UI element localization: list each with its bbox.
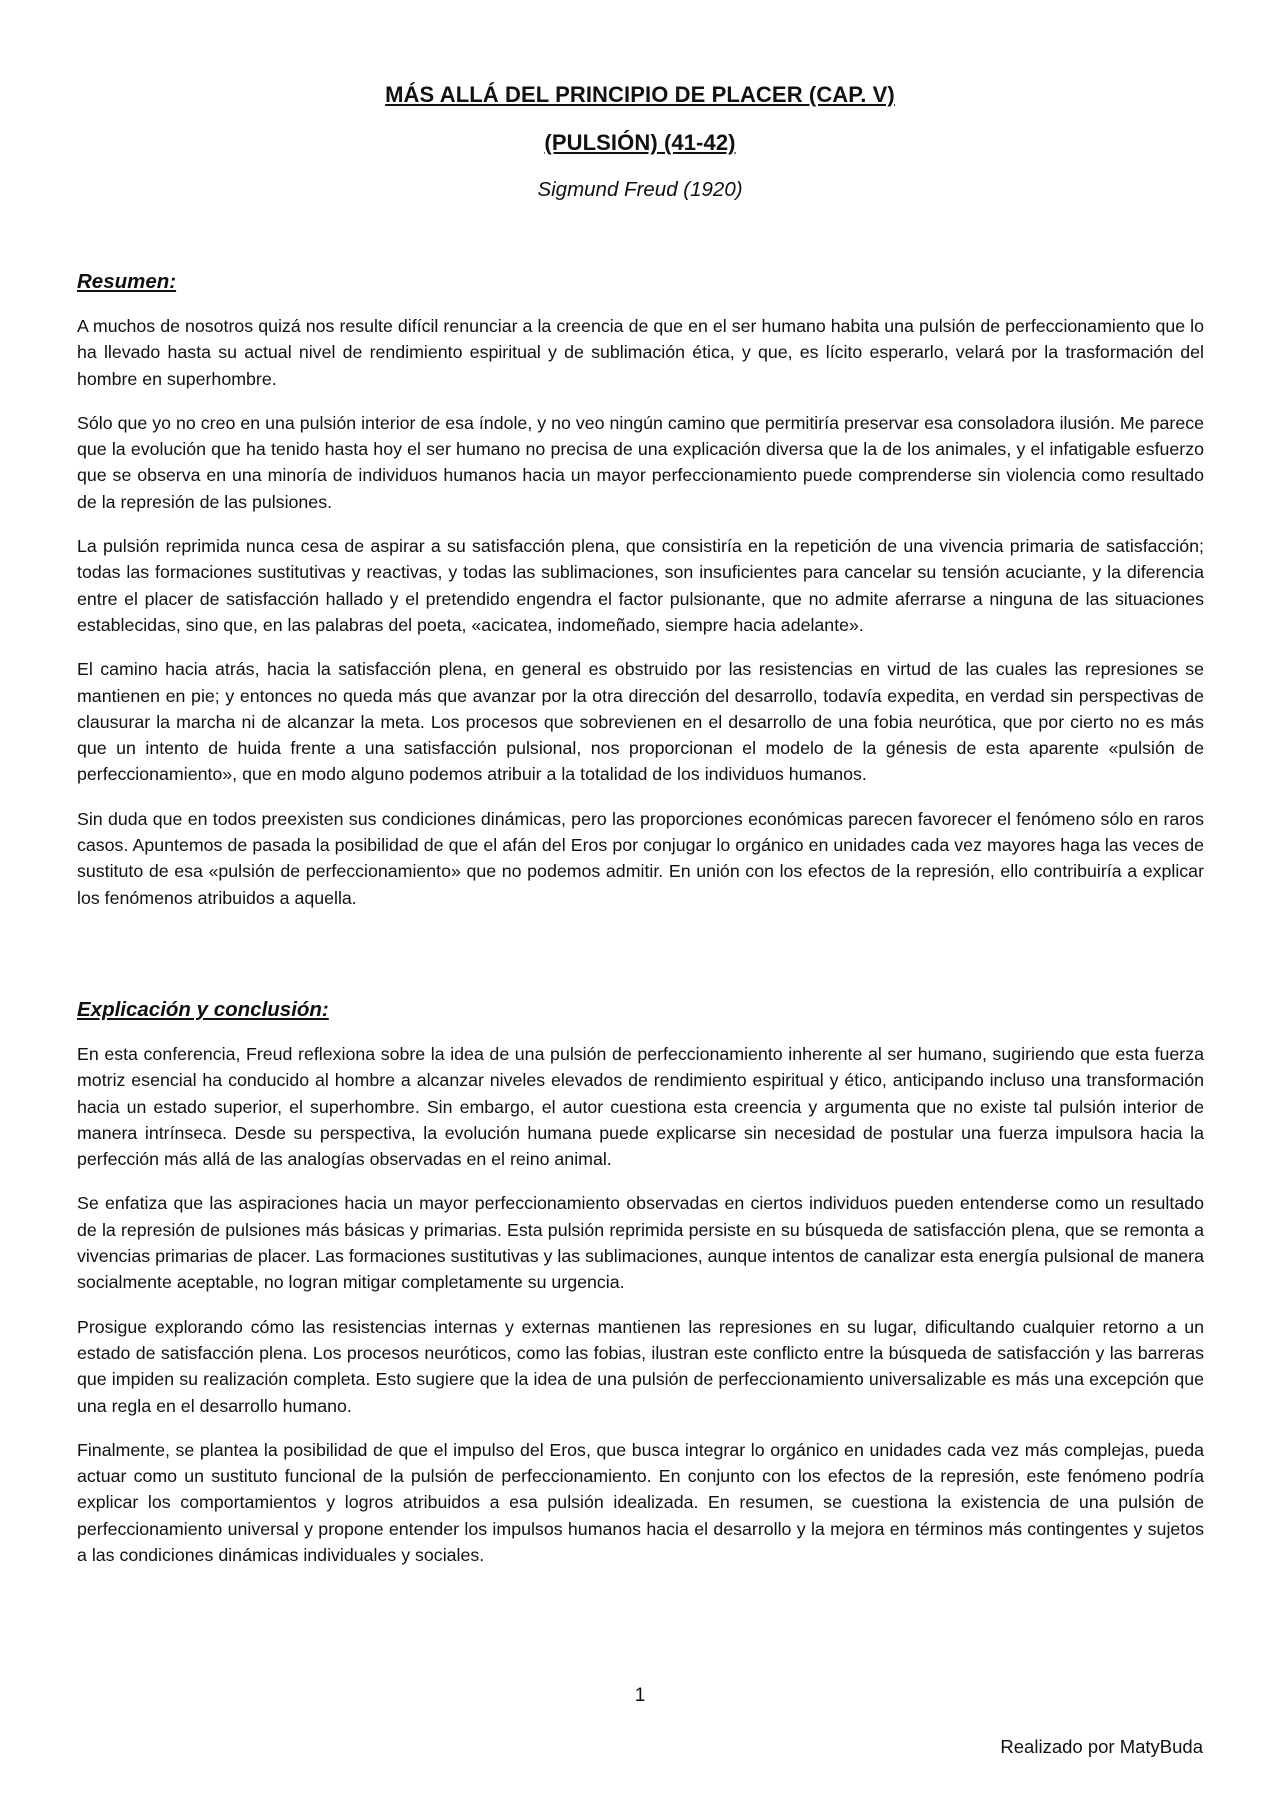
resumen-heading: Resumen: (77, 270, 177, 293)
document-title: MÁS ALLÁ DEL PRINCIPIO DE PLACER (CAP. V) (385, 82, 895, 107)
explicacion-paragraph: Finalmente, se plantea la posibilidad de que el impulso del Eros, que busca integrar lo orgánico en unidades cada vez más complejas, pueda actuar como un sustituto funcional de la pulsión de perfeccionamiento. En conjunto con los efectos de la represión, este fenómeno podría explicar los comportamientos y logros atribuidos a esa pulsión idealizada. En resumen, se cuestiona la existencia de una pulsión de perfeccionamiento universal y propone entender los impulsos humanos hacia el desarrollo y la mejora en términos más contingentes y sujetos a las condiciones dinámicas individuales y sociales. (77, 1439, 1204, 1566)
resumen-paragraph: Sólo que yo no creo en una pulsión interior de esa índole, y no veo ningún camino que permitiría preservar esa consoladora ilusión. Me parece que la evolución que ha tenido hasta hoy el ser humano no precisa de una explicación diversa que la de los animales, y el infatigable esfuerzo que se observa en una minoría de individuos humanos hacia un mayor perfeccionamiento puede comprenderse sin violencia como resultado de la represión de las pulsiones. (77, 412, 1204, 512)
document-author: Sigmund Freud (1920) (537, 178, 743, 201)
resumen-paragraph: A muchos de nosotros quizá nos resulte difícil renunciar a la creencia de que en el ser humano habita una pulsión de perfeccionamiento que lo ha llevado hasta su actual nivel de rendimiento espiritual y de sublimación ética, y que, es lícito esperarlo, velará por la trasformación del hombre en superhombre. (77, 316, 1204, 389)
explicacion-heading: Explicación y conclusión: (77, 998, 329, 1021)
page-number: 1 (634, 1685, 646, 1706)
resumen-paragraph: El camino hacia atrás, hacia la satisfacción plena, en general es obstruido por las resistencias en virtud de las cuales las represiones se mantienen en pie; y entonces no queda más que avanzar por la otra dirección del desarrollo, todavía expedita, en verdad sin perspectivas de clausurar la marcha ni de alcanzar la meta. Los procesos que sobrevienen en el desarrollo de una fobia neurótica, que por cierto no es más que un intento de huida frente a una satisfacción pulsional, nos proporcionan el modelo de la génesis de esta aparente «pulsión de perfeccionamiento», que en modo alguno podemos atribuir a la totalidad de los individuos humanos. (77, 659, 1204, 785)
resumen-paragraph: Sin duda que en todos preexisten sus condiciones dinámicas, pero las proporciones económicas parecen favorecer el fenómeno sólo en raros casos. Apuntemos de pasada la posibilidad de que el afán del Eros por conjugar lo orgánico en unidades cada vez mayores haga las veces de sustituto de esa «pulsión de perfeccionamiento» que no podemos admitir. En unión con los efectos de la represión, ello contribuiría a explicar los fenómenos atribuidos a aquella. (77, 808, 1204, 908)
resumen-paragraph: La pulsión reprimida nunca cesa de aspirar a su satisfacción plena, que consistiría en la repetición de una vivencia primaria de satisfacción; todas las formaciones sustitutivas y reactivas, y todas las sublimaciones, son insuficientes para cancelar su tensión acuciante, y la diferencia entre el placer de satisfacción hallado y el pretendido engendra el factor pulsionante, que no admite aferrarse a ninguna de las situaciones establecidas, sino que, en las palabras del poeta, «acicatea, indomeñado, siempre hacia adelante». (77, 536, 1204, 635)
author-credit: Realizado por MatyBuda (1000, 1736, 1203, 1757)
resumen-section (77, 270, 1204, 929)
document-subtitle: (PULSIÓN) (41-42) (544, 130, 736, 155)
explicacion-section (77, 998, 1204, 1586)
explicacion-paragraph: En esta conferencia, Freud reflexiona sobre la idea de una pulsión de perfeccionamiento inherente al ser humano, sugiriendo que esta fuerza motriz esencial ha conducido al hombre a alcanzar niveles elevados de rendimiento espiritual y ético, anticipando incluso una transformación hacia un estado superior, el superhombre. Sin embargo, el autor cuestiona esta creencia y argumenta que no existe tal pulsión interior de manera intrínseca. Desde su perspectiva, la evolución humana puede explicarse sin necesidad de postular una fuerza impulsora hacia la perfección más allá de las analogías observadas en el reino animal. (77, 1044, 1204, 1170)
explicacion-paragraph: Se enfatiza que las aspiraciones hacia un mayor perfeccionamiento observadas en ciertos individuos pueden entenderse como un resultado de la represión de pulsiones más básicas y primarias. Esta pulsión reprimida persiste en su búsqueda de satisfacción plena, que se remonta a vivencias primarias de placer. Las formaciones sustitutivas y las sublimaciones, aunque intentos de canalizar esta energía pulsional de manera socialmente aceptable, no logran mitigar completamente su urgencia. (77, 1193, 1204, 1293)
explicacion-paragraph: Prosigue explorando cómo las resistencias internas y externas mantienen las represiones en su lugar, dificultando cualquier retorno a un estado de satisfacción plena. Los procesos neuróticos, como las fobias, ilustran este conflicto entre la búsqueda de satisfacción y las barreras que impiden su realización completa. Esto sugiere que la idea de una pulsión de perfeccionamiento universalizable es más una excepción que una regla en el desarrollo humano. (77, 1316, 1204, 1416)
